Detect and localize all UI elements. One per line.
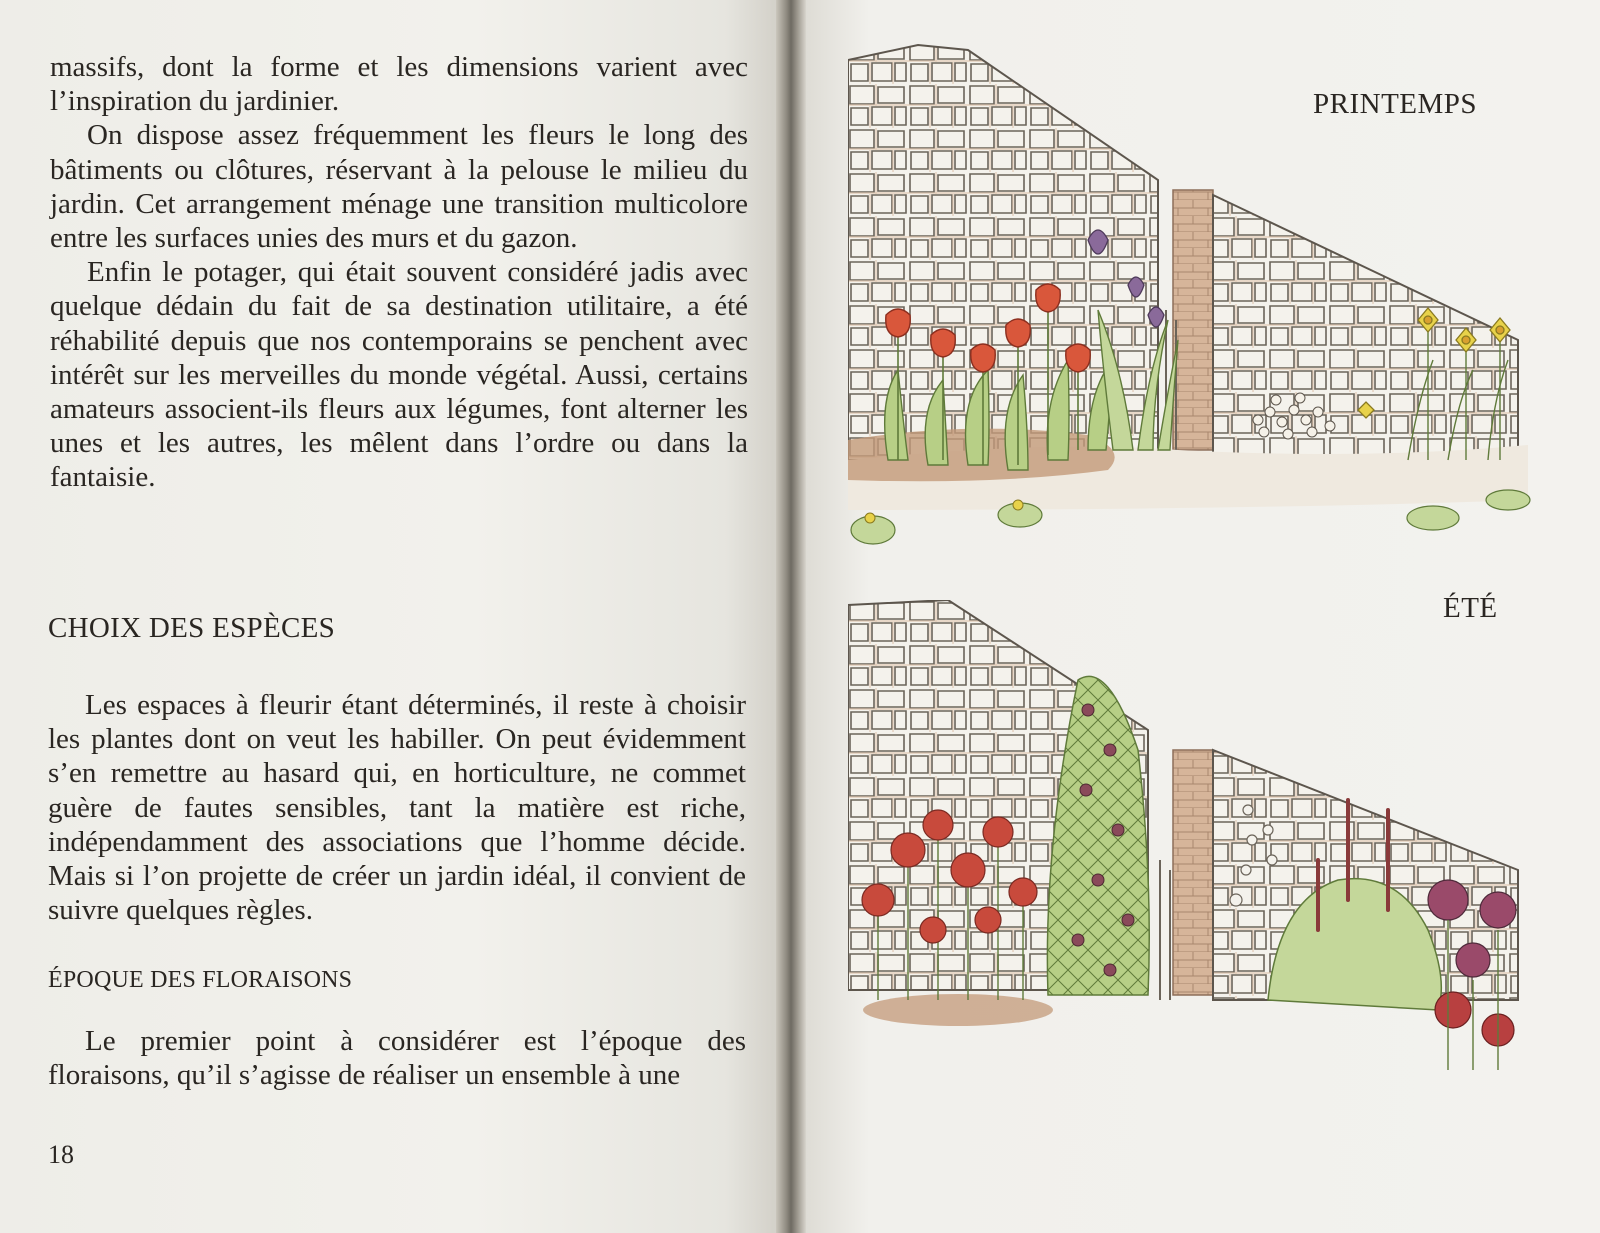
summer-garden-drawing — [848, 600, 1560, 1120]
spring-garden-drawing — [848, 40, 1560, 570]
paragraph-choix: Les espaces à fleurir étant déterminés, il reste à choisir les plantes dont on veut les habiller. On peut évidemment s’en remettre au hasard qui, en horticulture, ne commet guère de fautes sensibles, tant la matière est riche, indépendamment des associations que l’homme décide. Mais si l’on projette de créer un jardin idéal, il convient de suivre quelques règles. — [48, 689, 746, 927]
paragraph-dispose: On dispose assez fréquemment les fleurs le long des bâtiments ou clôtures, réservant à la pelouse le milieu du jardin. Cet arrangement ménage une transition multicolore entre les surfaces unies des murs et du gazon. — [50, 119, 748, 255]
heading-epoque-des-floraisons: ÉPOQUE DES FLORAISONS — [48, 967, 353, 993]
paragraph-massifs: massifs, dont la forme et les dimensions varient avec l’inspiration du jardinier. — [50, 51, 748, 118]
paragraph-potager: Enfin le potager, qui était souvent considéré jadis avec quelque dédain du fait de sa destination utilitaire, a été réhabilité depuis que nos contemporains se penchent avec intérêt sur les merveilles du monde végétal. Aussi, certains amateurs associent-ils fleurs aux légumes, font alterner les unes et les autres, les mêlent dans l’ordre ou dans la fantaisie. — [50, 256, 748, 494]
body-text-epoque — [48, 1024, 746, 1092]
body-text-choix — [48, 688, 746, 927]
label-ete: ÉTÉ — [1443, 592, 1498, 624]
body-text-top — [50, 50, 748, 495]
heading-choix-des-especes: CHOIX DES ESPÈCES — [48, 612, 336, 644]
illustration-spring-garden — [848, 40, 1560, 570]
page-number: 18 — [48, 1140, 74, 1169]
book-gutter — [776, 0, 806, 1233]
label-printemps: PRINTEMPS — [1313, 88, 1478, 120]
paragraph-epoque: Le premier point à considérer est l’époque des floraisons, qu’il s’agisse de réaliser un ensemble à une — [48, 1025, 746, 1092]
illustration-summer-garden — [848, 600, 1560, 1120]
